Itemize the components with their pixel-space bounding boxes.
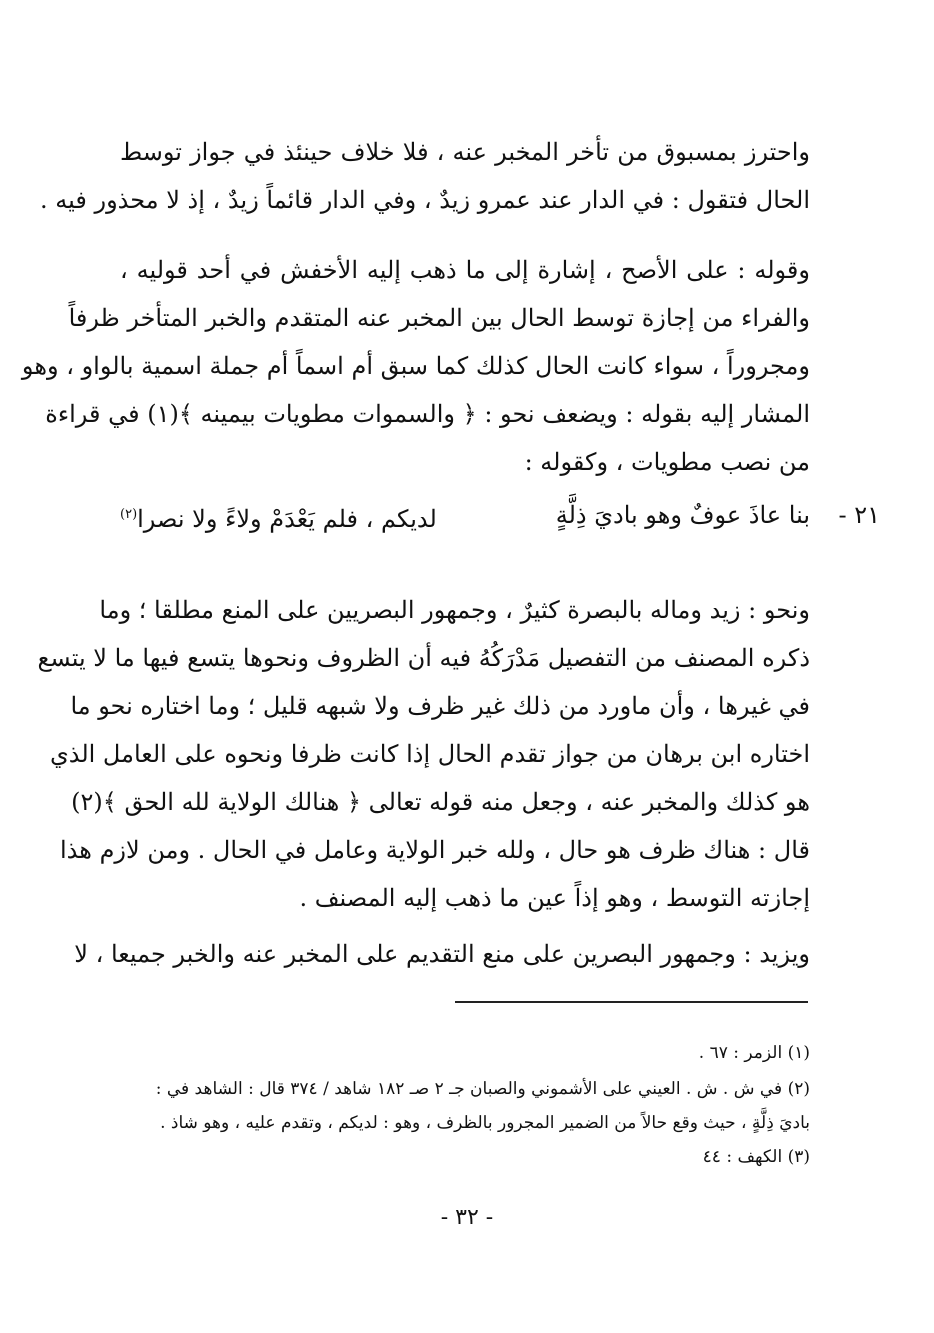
footnote-3: (٣) الكهف : ٤٤ <box>702 1147 810 1167</box>
text-line: والفراء من إجازة توسط الحال بين المخبر عنه المتقدم والخبر المتأخر ظرفاً <box>68 304 810 332</box>
text-line: الحال فتقول : في الدار عند عمرو زيدٌ ، وفي الدار قائماً زيدٌ ، إذ لا محذور فيه . <box>40 186 810 214</box>
verse-first-hemistich: بنا عاذَ عوفٌ وهو باديَ ذِلَّةٍ <box>555 501 810 529</box>
text-line: ومجروراً ، سواء كانت الحال كذلك كما سبق أم اسماً أم جملة اسمية بالواو ، وهو <box>21 352 810 380</box>
text-line: واحترز بمسبوق من تأخر المخبر عنه ، فلا خلاف حينئذ في جواز توسط <box>120 138 810 166</box>
text-line: قال : هناك ظرف هو حال ، ولله خبر الولاية وعامل في الحال . ومن لازم هذا <box>60 836 810 864</box>
page-number: - ٣٢ - <box>440 1205 494 1230</box>
footnote-marker: (٢) <box>120 507 138 522</box>
footnote-divider <box>455 1001 808 1003</box>
text-line: في غيرها ، وأن ماورد من ذلك غير ظرف ولا شبهه قليل ؛ وما اختاره نحو ما <box>70 692 810 720</box>
text-line: ذكره المصنف من التفصيل مَدْرَكُهُ فيه أن الظروف ونحوها يتسع فيها ما لا يتسع <box>37 644 810 672</box>
text-line: ونحو : زيد وماله بالبصرة كثيرٌ ، وجمهور البصريين على المنع مطلقا ؛ وما <box>99 596 810 624</box>
footnote-2: (٢) في ش . ش . العيني على الأشموني والصبان جـ ٢ صـ ١٨٢ شاهد / ٣٧٤ قال : الشاهد في : <box>155 1079 810 1099</box>
text-line: المشار إليه بقوله : ويضعف نحو : ﴿ والسموات مطويات بيمينه ﴾(١) في قراءة <box>45 400 810 428</box>
verse-number: ٢١ - <box>838 501 880 529</box>
text-line: هو كذلك والمخبر عنه ، وجعل منه قوله تعالى ﴿ هنالك الولاية لله الحق ﴾(٢) <box>71 788 810 816</box>
verse-second-hemistich <box>120 490 437 544</box>
text-line: وقوله : على الأصح ، إشارة إلى ما ذهب إليه الأخفش في أحد قوليه ، <box>120 256 810 284</box>
text-line: ويزيد : وجمهور البصرين على منع التقديم على المخبر عنه والخبر جميعا ، لا <box>74 940 810 968</box>
verse-text: لديكم ، فلم يَعْدَمْ ولاءً ولا نصرا <box>137 505 437 533</box>
text-line: من نصب مطويات ، وكقوله : <box>524 448 810 476</box>
paragraph-3 <box>37 586 810 922</box>
paragraph-1 <box>40 128 810 224</box>
footnote-2-continued: باديَ ذِلَّةٍ ، حيث وقع حالاً من الضمير المجرور بالظرف ، وهو : لديكم ، وتقدم عليه ، وهو شاذ . <box>160 1113 810 1133</box>
text-line: إجازته التوسط ، وهو إذاً عين ما ذهب إليه المصنف . <box>299 884 810 912</box>
footnote-1: (١) الزمر : ٦٧ . <box>698 1043 810 1063</box>
poetry-verse <box>120 490 880 540</box>
text-line: اختاره ابن برهان من جواز تقدم الحال إذا كانت ظرفا ونحوه على العامل الذي <box>49 740 810 768</box>
paragraph-2 <box>21 246 810 486</box>
paragraph-4 <box>74 930 810 978</box>
